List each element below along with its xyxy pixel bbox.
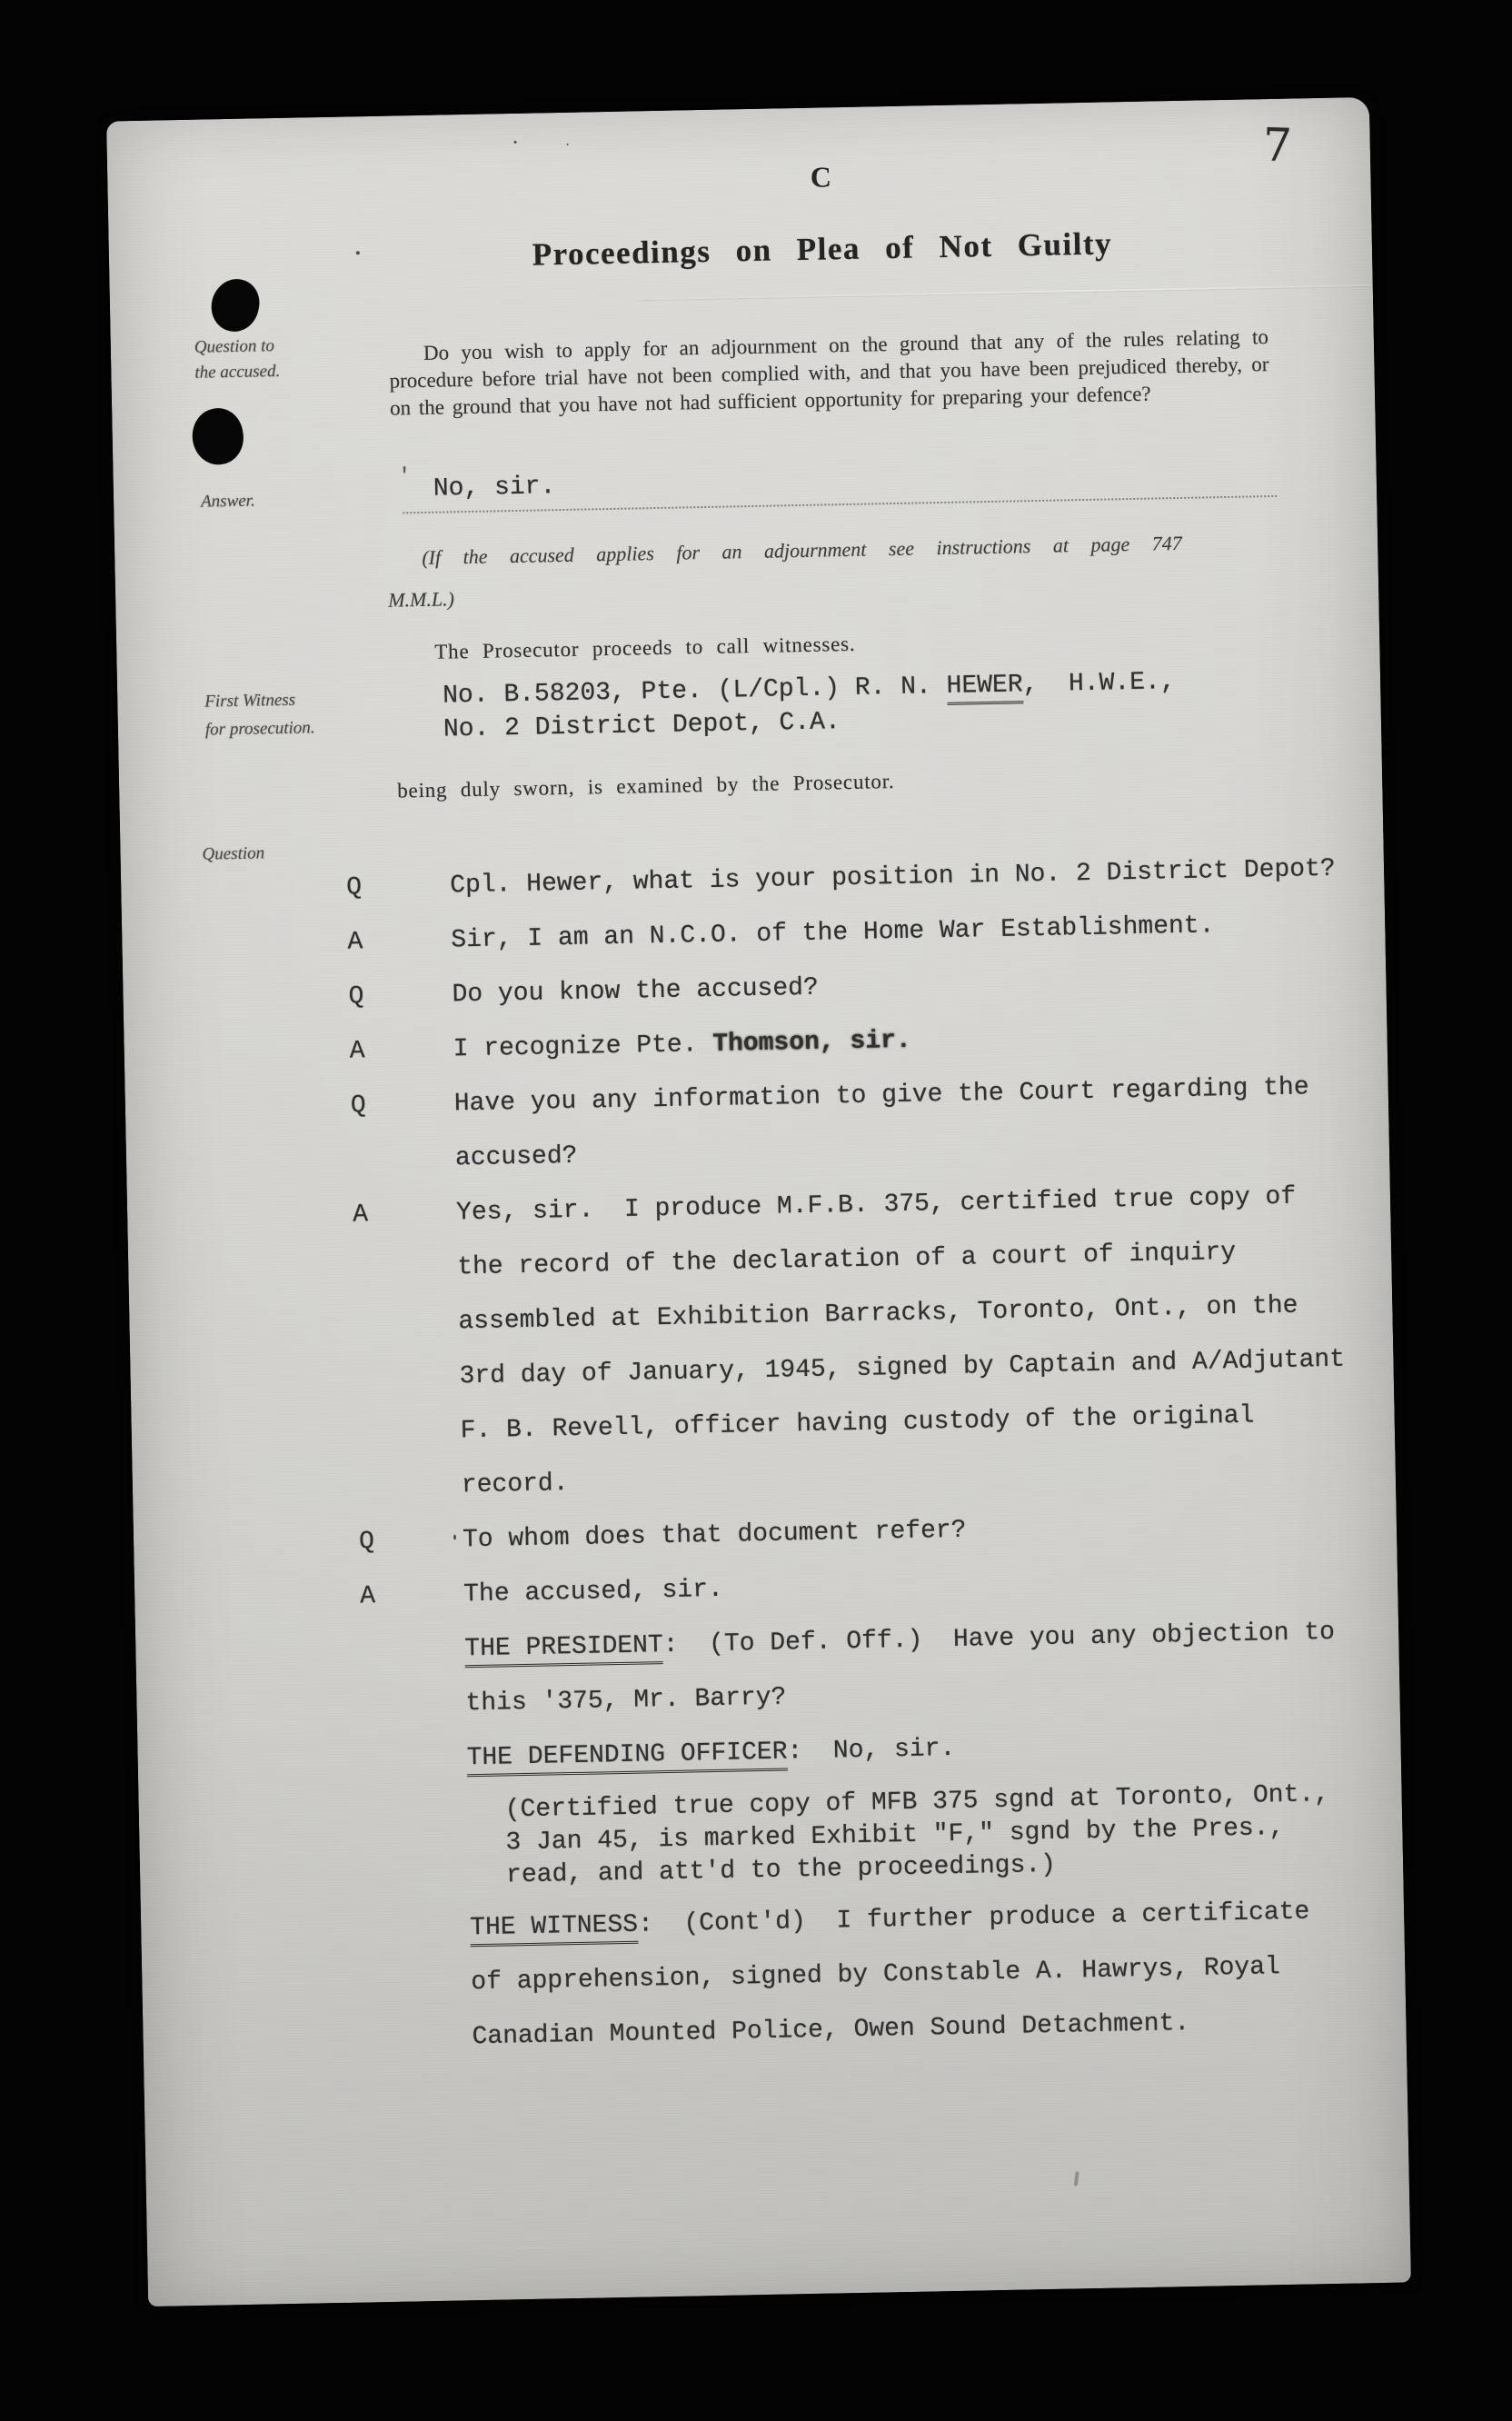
hole-punch-top xyxy=(206,274,264,336)
qa-q2-speaker: Q xyxy=(348,982,364,1011)
qa-a3-line6: record. xyxy=(461,1470,569,1500)
exhibit-note-line1: (Certified true copy of MFB 375 sgnd at Toronto, Ont., xyxy=(504,1780,1330,1825)
qa-a1-text: Sir, I am an N.C.O. of the Home War Establishment. xyxy=(451,912,1215,955)
witness-statement-line2: of apprehension, signed by Constable A. Hawrys, Royal xyxy=(471,1953,1281,1998)
answer-label: Answer. xyxy=(200,491,255,512)
witness-surname-underlined: HEWER xyxy=(946,671,1023,705)
qa-q4-text: To whom does that document refer? xyxy=(462,1516,967,1555)
witness-statement-line1 xyxy=(470,1900,1310,1942)
qa-q3-line1: Have you any information to give the Court regarding the xyxy=(453,1073,1309,1119)
dust-speck xyxy=(514,141,517,144)
exhibit-note-line3: read, and att'd to the proceedings.) xyxy=(505,1850,1057,1890)
qa-q3-line2: accused? xyxy=(454,1141,578,1173)
defending-officer-statement xyxy=(466,1734,956,1773)
dust-speck xyxy=(567,144,569,145)
page-number: 7 xyxy=(1261,118,1293,173)
qa-a3-line2: the record of the declaration of a court of inquiry xyxy=(457,1238,1237,1282)
page-title: Proceedings on Plea of Not Guilty xyxy=(532,225,1113,273)
qa-q3-speaker: Q xyxy=(350,1091,367,1121)
qa-a2-speaker: A xyxy=(349,1037,365,1066)
margin-note-question-to-accused-line2: the accused. xyxy=(194,361,281,383)
margin-note-first-witness-line1: First Witness xyxy=(204,690,296,712)
witness-id-pre: No. B.58203, Pte. (L/Cpl.) R. N. xyxy=(442,672,947,711)
stray-pencil-mark xyxy=(1074,2171,1079,2186)
qa-q1-speaker: Q xyxy=(345,873,363,902)
witness-id-post: , H.W.E., xyxy=(1022,668,1176,700)
qa-a2-smudged-name: Thomson, sir. xyxy=(712,1026,912,1059)
qa-a3-line1: Yes, sir. I produce M.F.B. 375, certified true copy of xyxy=(455,1182,1297,1228)
witness-line1-rest: : (Cont'd) I further produce a certificate xyxy=(637,1898,1310,1939)
qa-a2-text xyxy=(453,1026,912,1064)
qa-q4-speaker: Q xyxy=(358,1528,375,1557)
president-statement-line1 xyxy=(464,1620,1335,1662)
president-statement-line2: this '375, Mr. Barry? xyxy=(465,1683,787,1719)
exhibit-note-line2: 3 Jan 45, is marked Exhibit "F," sgnd by the Pres., xyxy=(505,1814,1285,1858)
form-question-paragraph: Do you wish to apply for an adjournment on the ground that any of the rules relating to procedure before trial have not been complied with, and that you have been prejudiced thereby, or on the ground that you have not had sufficient opportunity for preparing your defence? xyxy=(389,325,1269,420)
prosecutor-proceeds-line: The Prosecutor proceeds to call witnesses. xyxy=(434,632,856,663)
paper-crease xyxy=(637,284,1373,301)
qa-a3-line5: F. B. Revell, officer having custody of the original xyxy=(460,1401,1255,1446)
president-label-underlined: THE PRESIDENT xyxy=(464,1631,663,1668)
witness-id-line2: No. 2 District Depot, C.A. xyxy=(443,708,841,744)
qa-a4-text: The accused, sir. xyxy=(463,1575,724,1609)
witness-id-line1 xyxy=(443,670,1176,709)
instruction-note-line2: M.M.L.) xyxy=(387,587,455,612)
qa-a1-speaker: A xyxy=(347,928,363,957)
dust-speck xyxy=(453,1534,456,1539)
qa-q2-text: Do you know the accused? xyxy=(452,973,820,1010)
sworn-line: being duly sworn, is examined by the Prosecutor. xyxy=(397,770,895,802)
document-page xyxy=(106,97,1411,2306)
margin-note-question-to-accused-line1: Question to xyxy=(194,336,275,357)
qa-a2-pre: I recognize Pte. xyxy=(453,1030,713,1064)
margin-note-first-witness-line2: for prosecution. xyxy=(204,718,315,740)
defending-officer-rest: : No, sir. xyxy=(787,1734,956,1767)
answer-value: No, sir. xyxy=(433,473,556,503)
defending-officer-label-underlined: THE DEFENDING OFFICER xyxy=(466,1739,787,1778)
section-letter: C xyxy=(810,160,832,194)
qa-a4-speaker: A xyxy=(359,1582,376,1611)
instruction-note-line1: (If the accused applies for an adjournment see instructions at page 747 xyxy=(422,531,1182,569)
qa-a3-speaker: A xyxy=(352,1201,369,1230)
stray-tick-mark: ' xyxy=(398,464,412,488)
margin-note-question: Question xyxy=(202,843,265,864)
qa-a3-line4: 3rd day of January, 1945, signed by Captain and A/Adjutant xyxy=(459,1345,1346,1391)
qa-q1-text: Cpl. Hewer, what is your position in No. 2 District Depot? xyxy=(449,854,1336,901)
witness-statement-line3: Canadian Mounted Police, Owen Sound Detachment. xyxy=(472,2009,1190,2052)
witness-label-underlined: THE WITNESS xyxy=(470,1911,639,1948)
qa-a3-line3: assembled at Exhibition Barracks, Toronto, Ont., on the xyxy=(458,1291,1298,1337)
president-line1-rest: : (To Def. Off.) Have you any objection to xyxy=(662,1618,1336,1660)
hole-punch-bottom xyxy=(188,404,247,468)
